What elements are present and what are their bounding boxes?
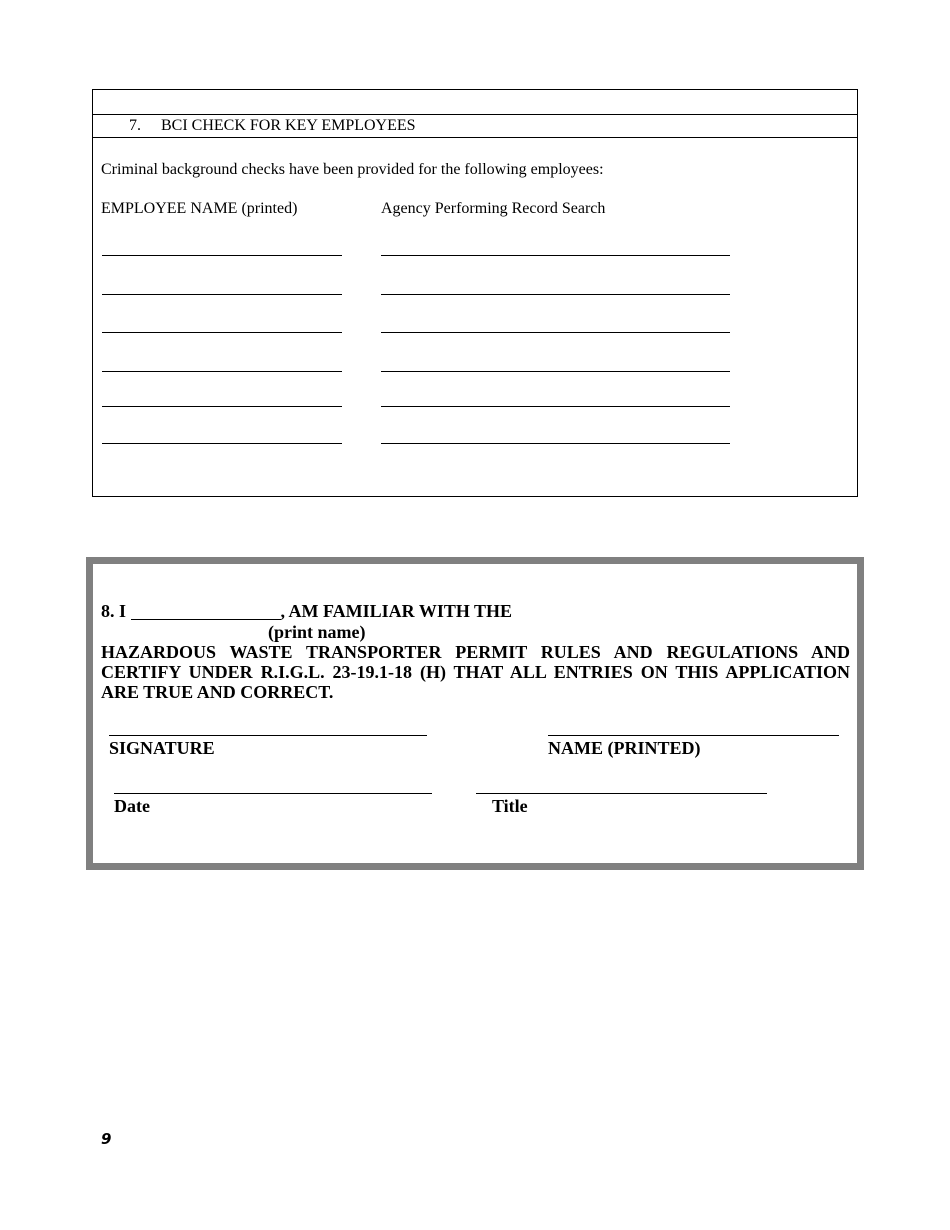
employee-name-field-1[interactable] — [102, 255, 342, 256]
date-label: Date — [114, 796, 150, 816]
intro-text: Criminal background checks have been provided for the following employees: — [101, 161, 604, 178]
employee-name-field-4[interactable] — [102, 371, 342, 372]
agency-field-6[interactable] — [381, 443, 730, 444]
section-title: BCI CHECK FOR KEY EMPLOYEES — [161, 117, 416, 134]
bci-check-section — [92, 89, 858, 497]
employee-name-field-5[interactable] — [102, 406, 342, 407]
page-number: 9 — [101, 1130, 112, 1148]
section-header — [93, 114, 857, 138]
agency-column-header: Agency Performing Record Search — [381, 200, 606, 217]
signature-field[interactable] — [109, 735, 427, 736]
print-name-hint: (print name) — [268, 622, 366, 642]
employee-name-field-6[interactable] — [102, 443, 342, 444]
title-field[interactable] — [476, 793, 767, 794]
agency-field-4[interactable] — [381, 371, 730, 372]
agency-field-2[interactable] — [381, 294, 730, 295]
title-label: Title — [492, 796, 528, 816]
certification-statement-start — [101, 601, 512, 621]
print-name-field[interactable] — [131, 603, 281, 620]
certification-body: HAZARDOUS WASTE TRANSPORTER PERMIT RULES AND REGULATIONS AND CERTIFY UNDER R.I.G.L. 23-19.1-18 (H) THAT ALL ENTRIES ON THIS APPLICATION ARE TRUE AND CORRECT. — [101, 642, 850, 702]
section-number: 7. — [129, 117, 141, 134]
employee-name-column-header: EMPLOYEE NAME (printed) — [101, 200, 298, 217]
agency-field-1[interactable] — [381, 255, 730, 256]
date-field[interactable] — [114, 793, 432, 794]
agency-field-5[interactable] — [381, 406, 730, 407]
certification-prefix: 8. I — [101, 601, 127, 621]
employee-name-field-2[interactable] — [102, 294, 342, 295]
name-printed-label: NAME (PRINTED) — [548, 738, 701, 758]
agency-field-3[interactable] — [381, 332, 730, 333]
certification-section — [86, 557, 864, 870]
employee-name-field-3[interactable] — [102, 332, 342, 333]
signature-label: SIGNATURE — [109, 738, 215, 758]
name-printed-field[interactable] — [548, 735, 839, 736]
certification-suffix: , AM FAMILIAR WITH THE — [280, 601, 513, 621]
